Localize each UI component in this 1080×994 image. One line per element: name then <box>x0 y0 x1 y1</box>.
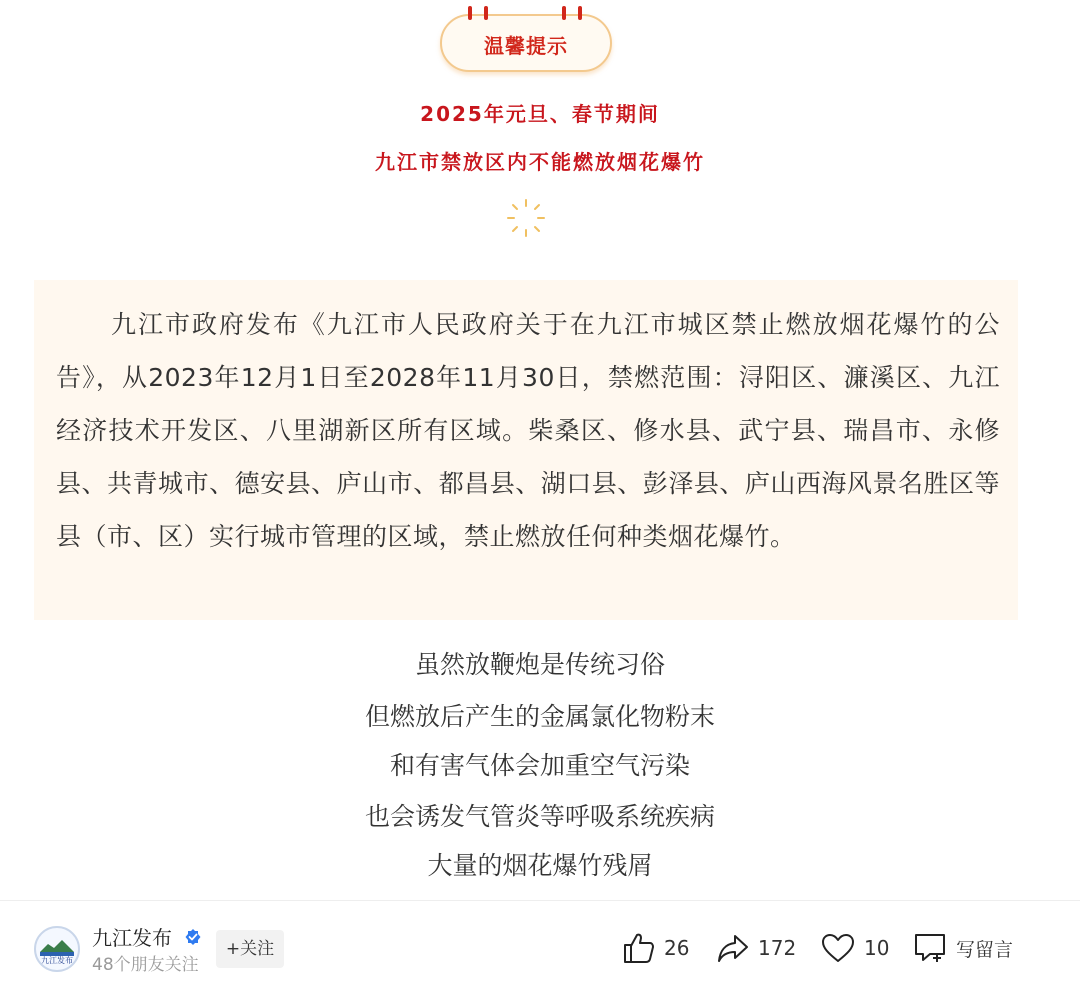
notice-badge <box>440 6 612 72</box>
badge-pin-right-1 <box>562 6 566 20</box>
favorite-count: 10 <box>864 936 890 960</box>
heart-icon <box>820 931 856 965</box>
account-name[interactable]: 九江发布 <box>92 926 172 950</box>
badge-pin-right-2 <box>578 6 582 20</box>
like-count: 26 <box>664 936 690 960</box>
badge-pin-left-2 <box>484 6 488 20</box>
favorite-button[interactable] <box>820 930 889 966</box>
avatar-label: 九江发布 <box>41 956 73 965</box>
notice-paragraph: 九江市政府发布《九江市人民政府关于在九江市城区禁止燃放烟花爆竹的公告》，从2023年12月1日至2028年11月30日，禁燃范围：浔阳区、濂溪区、九江经济技术开发区、八里湖新区所有区域。柴桑区、修水县、武宁县、瑞昌市、永修县、共青城市、德安县、庐山市、都昌县、湖口县、彭泽县、庐山西海风景名胜区等县（市、区）实行城市管理的区域，禁止燃放任何种类烟花爆竹。 <box>56 310 1000 551</box>
badge-pin-left-1 <box>468 6 472 20</box>
like-button[interactable] <box>622 930 689 966</box>
share-button[interactable] <box>716 930 796 966</box>
friends-following-count: 48个朋友关注 <box>92 955 199 975</box>
share-count: 172 <box>758 936 797 960</box>
write-comment-label: 写留言 <box>956 938 1014 961</box>
thumbs-up-icon <box>622 931 656 965</box>
headline-line-1: 2025年元旦、春节期间 <box>420 102 660 126</box>
notice-box <box>34 280 1018 620</box>
follow-button[interactable]: +关注 <box>216 930 284 968</box>
share-arrow-icon <box>716 931 750 965</box>
account-avatar[interactable] <box>34 926 80 972</box>
verified-badge-icon <box>184 928 202 946</box>
verse-line-1: 虽然放鞭炮是传统习俗 <box>414 650 665 679</box>
verse-line-3: 和有害气体会加重空气污染 <box>389 751 690 780</box>
verse-line-2: 但燃放后产生的金属氯化物粉末 <box>364 702 715 731</box>
badge-label: 温馨提示 <box>484 34 568 58</box>
headline-line-2: 九江市禁放区内不能燃放烟花爆竹 <box>375 150 705 174</box>
verse-line-5: 大量的烟花爆竹残屑 <box>427 851 653 880</box>
verse-line-4: 也会诱发气管炎等呼吸系统疾病 <box>364 802 715 831</box>
scroll-fade <box>0 880 1080 902</box>
comment-add-icon <box>912 930 948 966</box>
write-comment-button[interactable] <box>912 930 1013 966</box>
loading-spinner-icon <box>506 198 546 238</box>
